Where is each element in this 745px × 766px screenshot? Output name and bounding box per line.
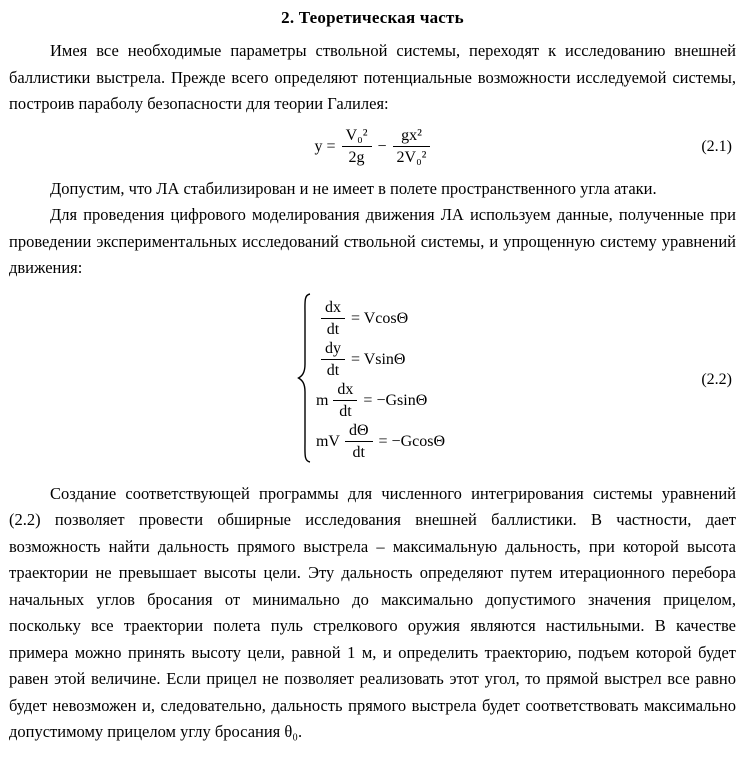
paragraph-2: Допустим, что ЛА стабилизирован и не имеет в полете пространственного угла атаки. [50,178,657,198]
row3-fraction [333,380,357,421]
row2-fraction [321,339,345,380]
row2-denominator: dt [326,362,340,379]
row3-numerator: dx [333,380,357,401]
row4-numerator: dΘ [345,421,373,442]
row1-fraction [321,298,345,339]
eq1-frac2-numerator: gx² [393,126,431,147]
eq1-fraction-2 [393,126,431,167]
system-row-4 [316,421,448,462]
row3-denominator: dt [339,403,352,420]
equation-2-2 [9,292,736,469]
system-rows [316,298,448,462]
row4-rhs: = −GcosΘ [378,432,446,450]
paragraph-3: Для проведения цифрового моделирования движения ЛА используем данные, полученные при проведении экспериментальных исследований ствольной системы, и упрощенную систему уравнений движения: [9,205,736,277]
row1-denominator: dt [326,321,340,338]
paragraph-4: Создание соответствующей программы для численного интегрирования системы уравнений (2.2) позволяет провести обширные исследования внешней баллистики. В частности, дает возможность найти дальность прямого выстрела – максимальную дальность, при которой высота траектории не превышает высоты цели. Эту дальность определяют путем итерационного перебора начальных углов бросания от минимально до максимально допустимого значения прицелом, поскольку все траектории полета пуль стрелкового оружия являются настильными. В качестве примера можно принять высоту цели, равной 1 м, и определить траекторию, подъем которой будет равен этой величине. Если прицел не позволяет реализовать этот угол, то прямой выстрел все равно будет невозможен и, следовательно, дальность прямого выстрела будет соответствовать максимально допустимому прицелом углу бросания θ₀. [9,483,736,741]
row3-rhs: = −GsinΘ [363,391,428,409]
equation-number-2-2: (2.2) [701,371,732,388]
row4-fraction [345,421,373,462]
row3-prefix: m [315,391,329,409]
row1-rhs: = VcosΘ [350,309,409,327]
page-title: 2. Теоретическая часть [281,8,464,27]
row1-numerator: dx [321,298,345,319]
equation-2-1 [9,125,736,169]
system-row-3 [316,380,448,421]
system-brace-icon [297,292,312,469]
row4-denominator: dt [352,444,365,461]
eq1-lhs: y = [314,137,336,155]
eq1-frac1-denominator: 2g [348,149,365,166]
eq1-frac1-numerator: V₀² [342,126,372,147]
eq1-frac2-denominator: 2V₀² [396,149,427,166]
row2-numerator: dy [321,339,345,360]
row4-prefix: mV [315,432,340,450]
eq1-fraction-1 [342,126,372,167]
row2-rhs: = VsinΘ [350,350,406,368]
eq1-operator: − [377,137,387,155]
system-row-2 [316,339,448,380]
equation-number-2-1: (2.1) [701,137,732,155]
system-row-1 [316,298,448,339]
paragraph-1: Имея все необходимые параметры ствольной системы, переходят к исследованию внешней баллистики выстрела. Прежде всего определяют потенциальные возможности исследуемой системы, построив параболу безопасности для теории Галилея: [9,41,736,113]
